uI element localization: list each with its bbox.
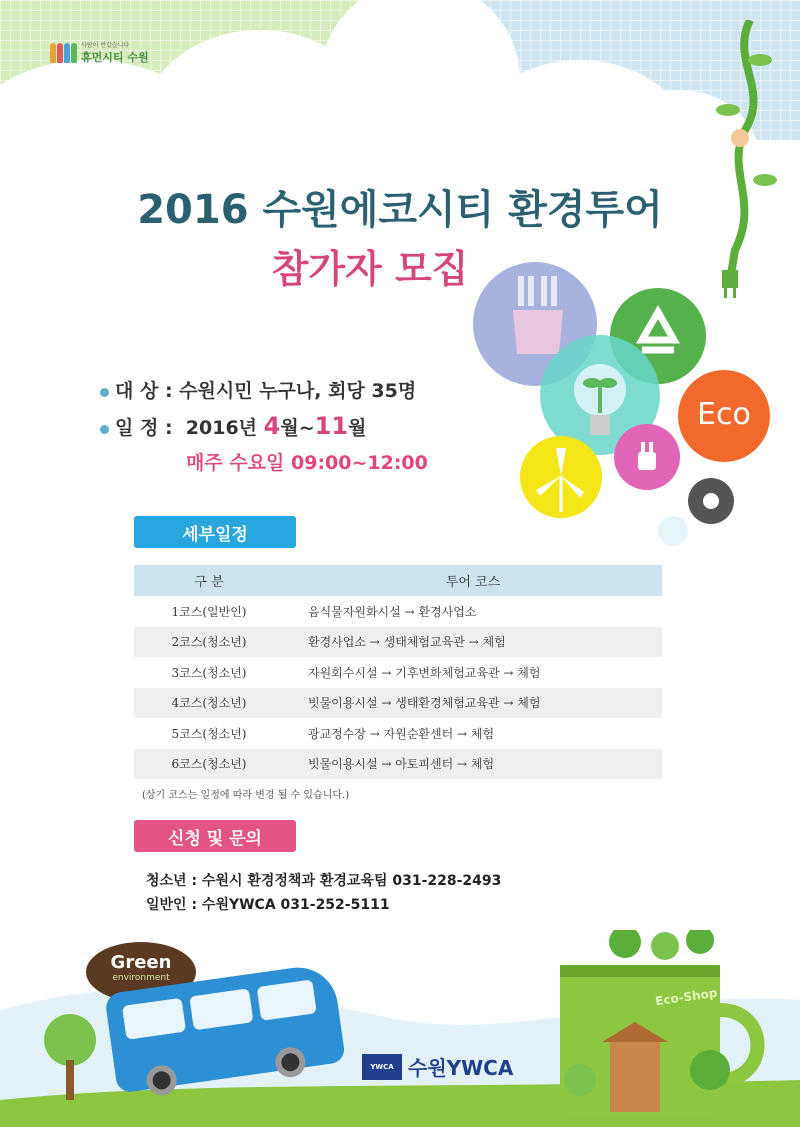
eco-circle-label: Eco	[697, 397, 751, 432]
course-name: 6코스(청소년)	[134, 749, 284, 780]
windmill-icon	[520, 436, 602, 518]
page-title: 2016 수원에코시티 환경투어	[137, 187, 663, 233]
schedule-label: 일 정 :	[115, 417, 173, 439]
course-route: 환경사업소 → 생태체험교육관 → 체험	[284, 627, 662, 658]
ywca-name: 수원YWCA	[408, 1056, 514, 1080]
target-label: 대 상 :	[115, 380, 173, 402]
table-row	[134, 688, 662, 719]
people-icon	[50, 43, 77, 63]
schedule-year: 2016년	[185, 417, 258, 439]
course-route: 음식물자원화시설 → 환경사업소	[308, 604, 477, 619]
schedule-start-month: 4	[263, 412, 281, 440]
range-tilde: ~	[298, 417, 315, 439]
table-row	[134, 718, 662, 749]
badge-title: Green	[110, 952, 172, 973]
table-header-row	[134, 565, 662, 596]
course-name: 2코스(청소년)	[134, 627, 284, 658]
month-suffix: 월	[280, 417, 299, 439]
course-name: 1코스(일반인)	[171, 604, 247, 619]
contact-adult: 일반인 : 수원YWCA 031-252-5111	[146, 897, 390, 913]
course-route: 자원회수시설 → 기후변화체험교육관 → 체험	[308, 665, 541, 680]
ywca-mark: YWCA	[362, 1054, 402, 1080]
page-subtitle: 참가자 모집	[271, 247, 469, 291]
logo-tagline: 사람이 반갑습니다	[81, 42, 130, 49]
badge-subtitle: environment	[112, 973, 170, 983]
target-row	[100, 376, 416, 403]
sun-circle	[688, 478, 734, 524]
course-name: 4코스(청소년)	[134, 688, 284, 719]
column-header: 투어 코스	[284, 565, 662, 596]
course-route: 광교정수장 → 자원순환센터 → 체험	[308, 726, 495, 741]
column-header: 구 분	[134, 565, 284, 596]
schedule-weekly: 매주 수요일 09:00~12:00	[186, 452, 428, 474]
inquiry-section-label: 신청 및 문의	[134, 820, 296, 852]
bullet-icon	[100, 425, 109, 434]
table-row	[134, 749, 662, 780]
course-table	[134, 565, 662, 779]
table-note: (상기 코스는 일정에 따라 변경 될 수 있습니다.)	[142, 790, 350, 801]
plug-circle	[614, 424, 680, 490]
city-logo	[50, 40, 149, 65]
course-name: 3코스(청소년)	[171, 665, 247, 680]
table-row	[134, 596, 662, 627]
table-row	[134, 657, 662, 688]
contact-youth: 청소년 : 수원시 환경정책과 환경교육팀 031-228-2493	[146, 873, 502, 889]
table-row	[134, 627, 662, 658]
small-bubble	[658, 516, 688, 546]
bus-window	[122, 998, 186, 1040]
detail-section-label: 세부일정	[134, 516, 296, 548]
plug-icon	[614, 424, 680, 490]
course-route: 빗물이용시설 → 생태환경체험교육관 → 체험	[284, 688, 662, 719]
target-value: 수원시민 누구나, 회당 35명	[179, 380, 417, 402]
windmill-circle	[520, 436, 602, 518]
schedule-row	[100, 412, 366, 440]
ywca-logo	[362, 1052, 513, 1081]
bus-window	[257, 979, 317, 1020]
month-suffix: 월	[348, 417, 367, 439]
bullet-icon	[100, 388, 109, 397]
bus-window	[189, 988, 253, 1030]
sun-icon	[688, 478, 734, 524]
eco-shop-sign: Eco-Shop	[654, 985, 719, 1009]
schedule-end-month: 11	[314, 412, 349, 440]
course-name: 5코스(청소년)	[171, 726, 247, 741]
course-route: 빗물이용시설 → 아토피센터 → 체험	[284, 749, 662, 780]
logo-name: 휴먼시티 수원	[81, 51, 149, 64]
